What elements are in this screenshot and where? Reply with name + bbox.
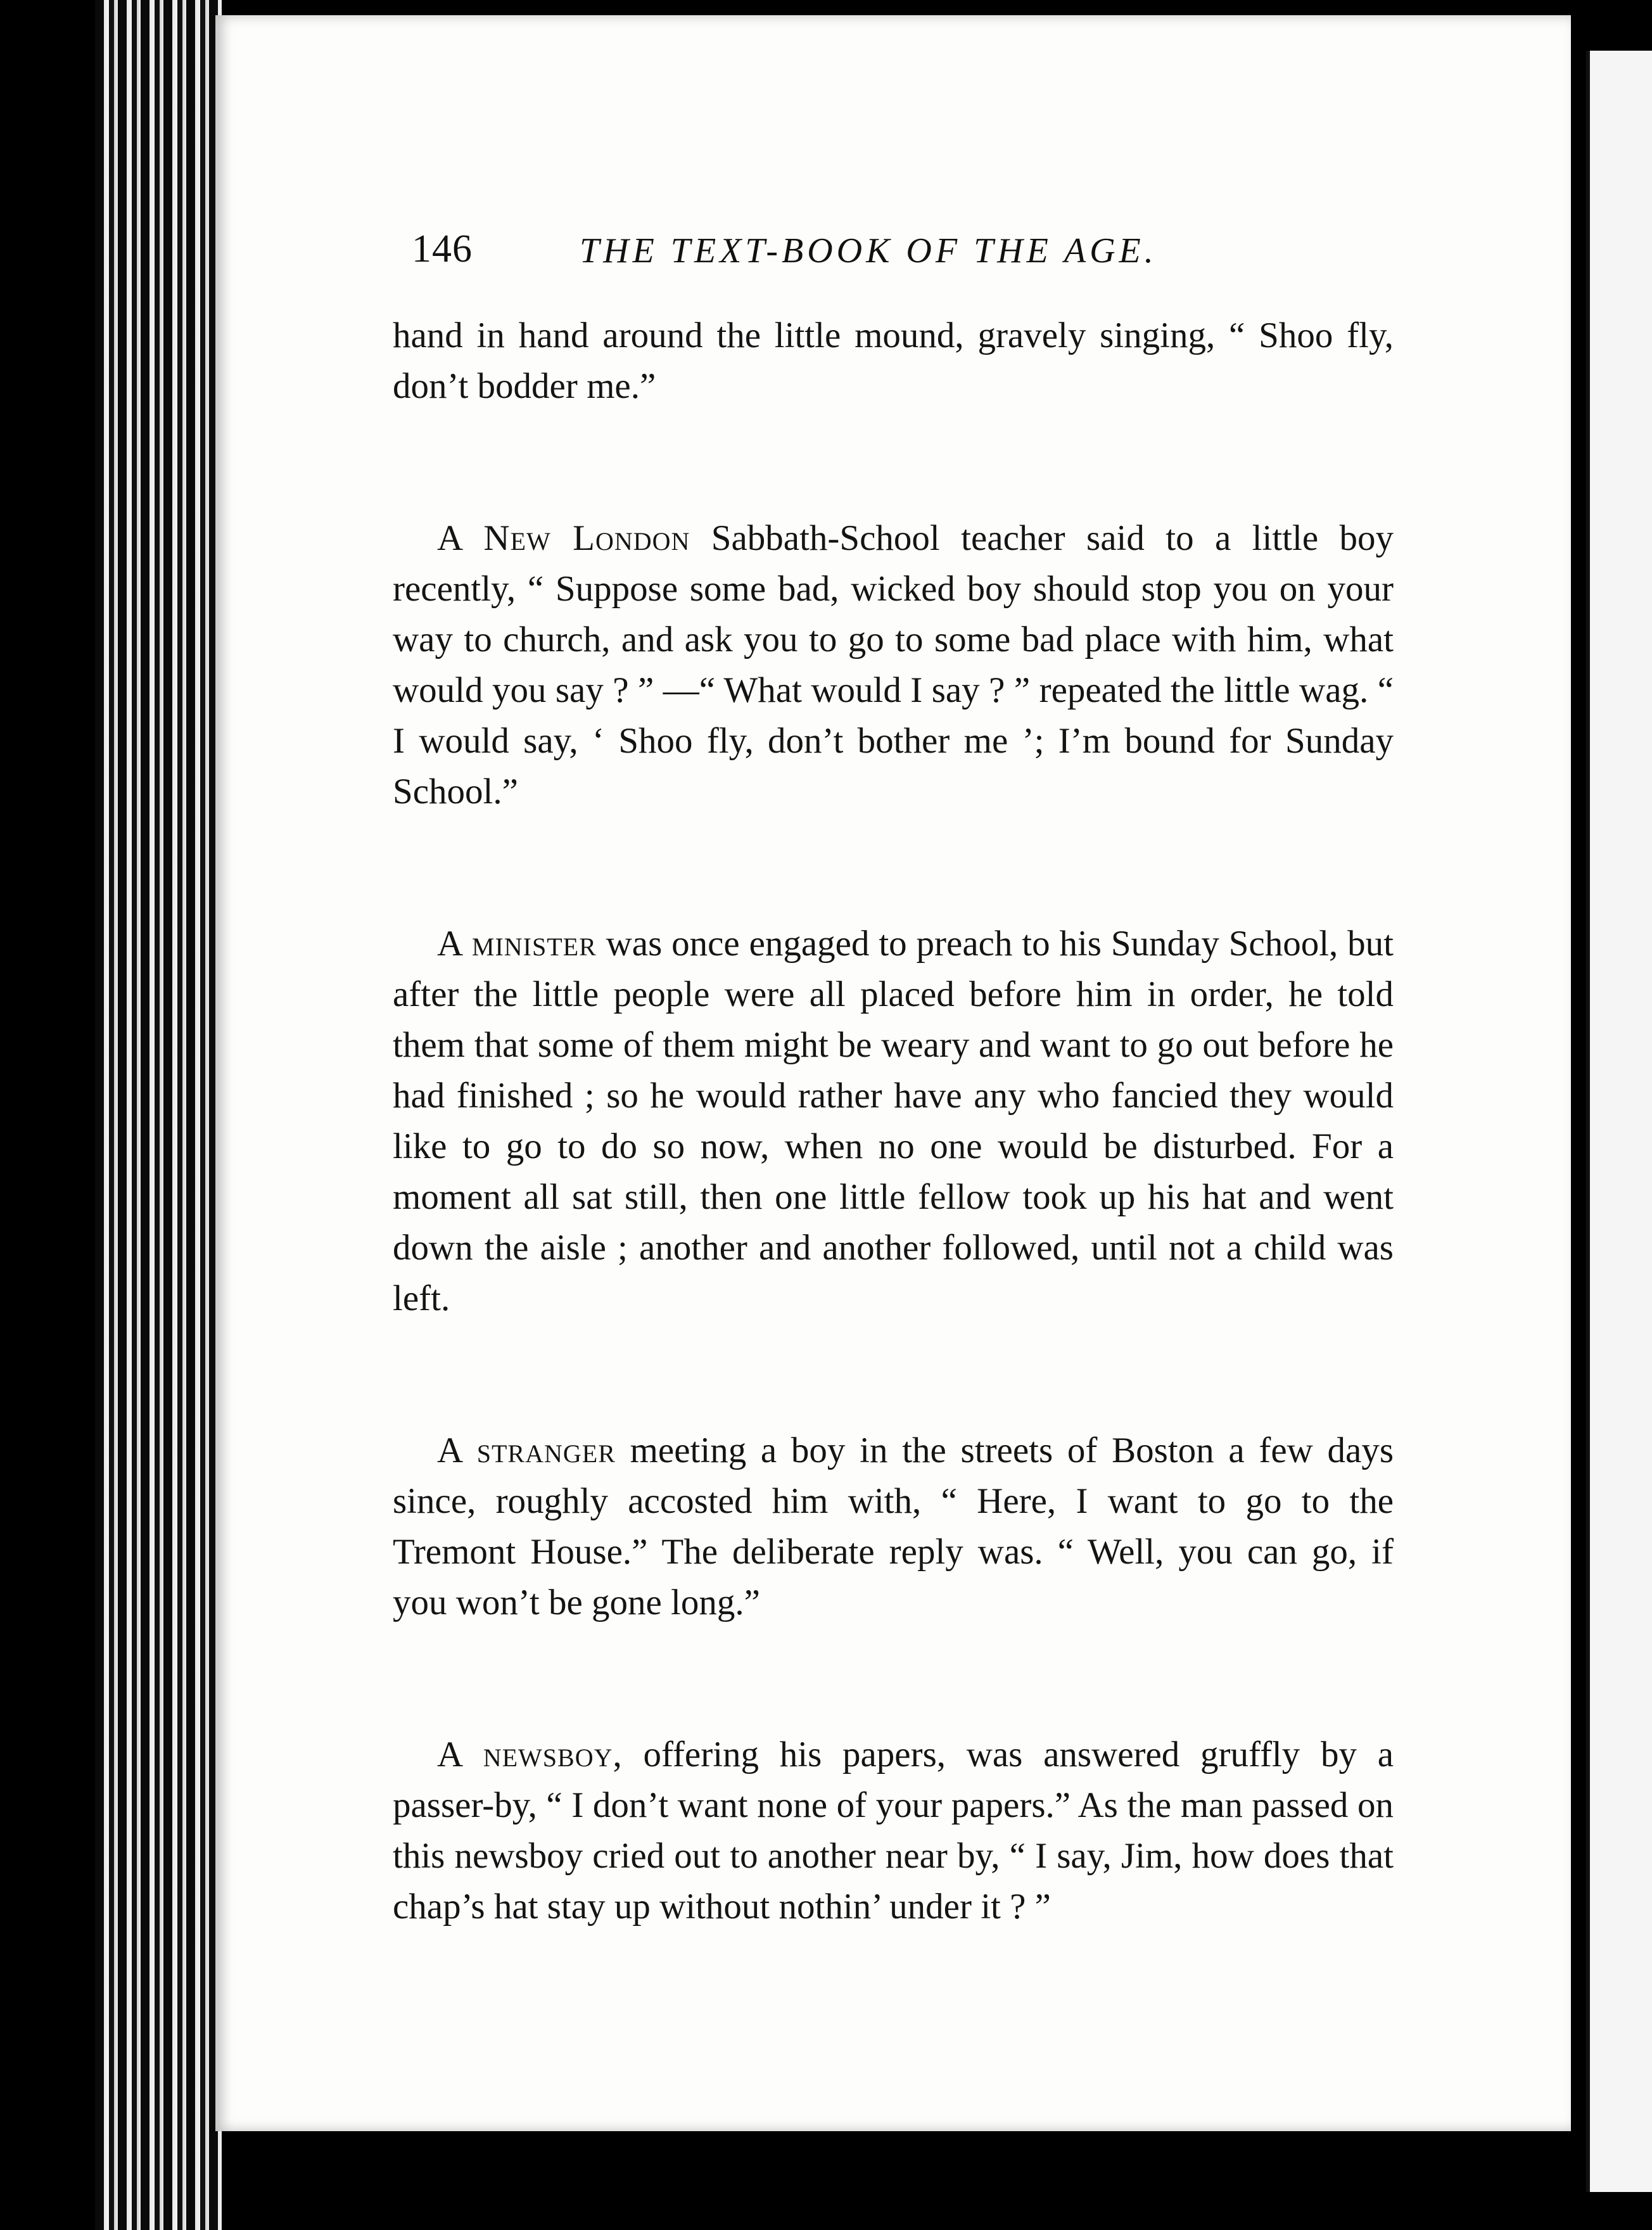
page-number: 146 <box>412 227 473 271</box>
anecdote-paragraph <box>393 1730 1394 1932</box>
paragraph-text: Sabbath-School teacher said to a little boy recently, “ Suppose some bad, wicked boy should stop you on your way to church, and ask you to go to some bad place with him, what would you say ? ” —“ What would I say ? ” repeated the little wag. “ I would say, ‘ Shoo fly, don’t bother me ’; I’m bound for Sunday School.” <box>393 518 1394 812</box>
paragraph-lead: A newsboy, <box>437 1735 623 1774</box>
paragraph-text: meeting a boy in the streets of Boston a few days since, roughly accosted him with, “ Here, I want to go to the Tremont House.” The deliberate reply was. “ Well, you can go, if you won’t be gone long.” <box>393 1430 1394 1622</box>
paragraph-continuation <box>393 310 1394 412</box>
anecdote-paragraph <box>393 1425 1394 1628</box>
facing-page-strip <box>1571 0 1652 2230</box>
paragraph-lead: A minister <box>437 924 597 964</box>
facing-page-edge <box>1586 51 1652 2192</box>
running-head <box>412 227 1489 284</box>
running-title: THE TEXT-BOOK OF THE AGE. <box>580 231 1157 271</box>
paragraph-lead: A stranger <box>437 1430 616 1470</box>
book-page-edges <box>95 0 222 2230</box>
paragraph-lead: A New London <box>437 518 690 558</box>
anecdote-paragraph <box>393 513 1394 817</box>
anecdote-paragraph <box>393 919 1394 1324</box>
paragraph-text: hand in hand around the little mound, gravely singing, “ Shoo fly, don’t bodder me.” <box>393 315 1394 406</box>
body-text <box>393 310 1394 2034</box>
paragraph-text: was once engaged to preach to his Sunday School, but after the little people were all placed before him in order, he told them that some of them might be weary and want to go out before he had finished ; so he would rather have any who fancied they would like to go to do so now, when no one would be disturbed. For a moment all sat still, then one little fellow took up his hat and went down the aisle ; another and another followed, until not a child was left. <box>393 924 1394 1318</box>
paragraph-text: offering his papers, was answered gruffly by a passer-by, “ I don’t want none of your papers.” As the man passed on this newsboy cried out to another near by, “ I say, Jim, how does that chap’s hat stay up without nothin’ under it ? ” <box>393 1735 1394 1927</box>
